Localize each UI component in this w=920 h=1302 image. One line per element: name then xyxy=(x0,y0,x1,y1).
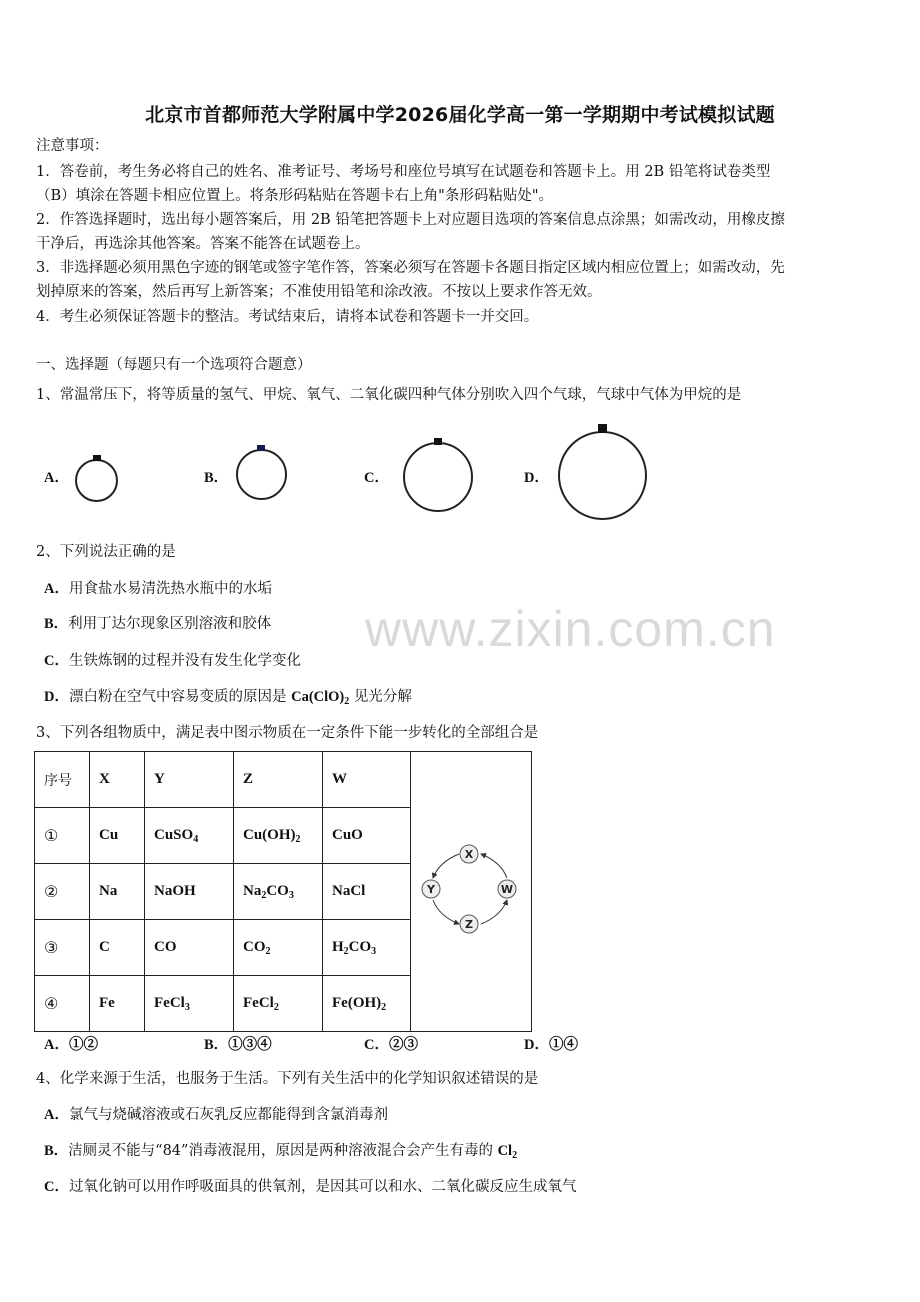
q2-option-c xyxy=(44,651,301,671)
arrow xyxy=(433,854,459,878)
balloon-knot xyxy=(257,445,265,451)
q3-option-c: C．②③ xyxy=(364,1037,418,1053)
header-cell: Y xyxy=(145,752,234,808)
cell-z xyxy=(234,920,323,976)
formula-sub: 2 xyxy=(265,945,271,957)
balloon-a xyxy=(75,459,118,502)
q2-option-d xyxy=(44,687,412,712)
cell-z xyxy=(234,976,323,1032)
cell-x: Cu xyxy=(90,808,145,864)
node-label: Z xyxy=(465,918,473,931)
option-label: B． xyxy=(44,616,69,632)
formula: CO xyxy=(348,938,372,955)
option-text: 氯气与烧碱溶液或石灰乳反应都能得到含氯消毒剂 xyxy=(68,1107,388,1123)
balloon-b xyxy=(236,449,287,500)
section-heading: 一、选择题（每题只有一个选项符合题意） xyxy=(36,357,312,373)
q4-option-c xyxy=(44,1177,576,1197)
row-number: ② xyxy=(35,864,90,920)
table-header-row xyxy=(35,752,532,808)
header-cell: Z xyxy=(234,752,323,808)
notice-line: 2．作答选择题时，选出每小题答案后，用 2B 铅笔把答题卡上对应题目选项的答案信息点涂黑；如需改动，用橡皮擦 xyxy=(36,212,785,228)
formula-sub: 2 xyxy=(512,1150,518,1161)
option-text: 洁厕灵不能与“84”消毒液混用，原因是两种溶液混合会产生有毒的 xyxy=(68,1143,498,1159)
formula-sub: 2 xyxy=(381,1001,387,1013)
formula: Cu(OH) xyxy=(243,826,296,843)
option-b-label: B． xyxy=(204,470,229,486)
cell-x: Na xyxy=(90,864,145,920)
q3-option-d: D．①④ xyxy=(524,1037,578,1053)
page-title: 北京市首都师范大学附属中学2026届化学高一第一学期期中考试模拟试题 xyxy=(145,104,775,126)
question-3-stem: 3、下列各组物质中，满足表中图示物质在一定条件下能一步转化的全部组合是 xyxy=(36,725,539,741)
cell-w xyxy=(323,920,411,976)
node-label: Y xyxy=(427,883,435,896)
notice-line: （B）填涂在答题卡相应位置上。将条形码粘贴在答题卡右上角"条形码粘贴处"。 xyxy=(36,188,553,204)
formula-sub: 4 xyxy=(193,833,199,845)
balloon-knot xyxy=(93,455,101,461)
formula: FeCl xyxy=(154,994,185,1011)
cell-z xyxy=(234,808,323,864)
formula: CO xyxy=(154,939,177,955)
notice-line: 干净后，再选涂其他答案。答案不能答在试题卷上。 xyxy=(36,236,370,252)
arrow xyxy=(481,900,507,924)
formula: CuO xyxy=(332,827,363,843)
formula: Cl xyxy=(497,1143,513,1159)
option-text: 用食盐水易清洗热水瓶中的水垢 xyxy=(68,581,272,597)
cell-y xyxy=(145,976,234,1032)
row-number: ④ xyxy=(35,976,90,1032)
option-c-label: C． xyxy=(364,470,389,486)
watermark: www.zixin.com.cn xyxy=(365,601,776,657)
node-label: W xyxy=(500,883,514,896)
q4-option-b xyxy=(44,1141,517,1166)
option-d-label: D． xyxy=(524,470,549,486)
option-label: C． xyxy=(44,653,69,669)
diagram-cell xyxy=(411,752,532,1032)
cell-x: C xyxy=(90,920,145,976)
option-text: 漂白粉在空气中容易变质的原因是 xyxy=(68,689,292,705)
question-2-stem: 2、下列说法正确的是 xyxy=(36,544,176,560)
option-label: A． xyxy=(44,581,69,597)
q2-option-b xyxy=(44,614,271,634)
node-w xyxy=(498,880,516,898)
q2-option-a xyxy=(44,579,272,599)
formula-sub: 3 xyxy=(371,945,377,957)
option-label: D． xyxy=(44,689,69,705)
formula: Ca(ClO) xyxy=(291,689,345,705)
cell-x: Fe xyxy=(90,976,145,1032)
notice-line: 3．非选择题必须用黑色字迹的钢笔或签字笔作答，答案必须写在答题卡各题目指定区域内相应位置上；如需改动，先 xyxy=(36,260,785,276)
notice-line: 4．考生必须保证答题卡的整洁。考试结束后，请将本试卷和答题卡一并交回。 xyxy=(36,309,539,325)
balloon-knot xyxy=(434,438,442,445)
notice-line: 1．答卷前，考生务必将自己的姓名、准考证号、考场号和座位号填写在试题卷和答题卡上。用 2B 铅笔将试卷类型 xyxy=(36,164,771,180)
cell-y xyxy=(145,864,234,920)
notice-heading: 注意事项： xyxy=(36,138,109,154)
header-cell: 序号 xyxy=(35,752,90,808)
formula: CuSO xyxy=(154,826,194,843)
option-a-label: A． xyxy=(44,470,69,486)
formula: CO xyxy=(266,882,289,899)
option-text: 过氧化钠可以用作呼吸面具的供氧剂，是因其可以和水、二氧化碳反应生成氧气 xyxy=(68,1179,577,1195)
formula: NaCl xyxy=(332,883,366,899)
node-z xyxy=(460,915,478,933)
node-label: X xyxy=(464,848,474,861)
option-text: 利用丁达尔现象区别溶液和胶体 xyxy=(68,616,272,632)
formula-sub: 2 xyxy=(273,1001,279,1013)
option-label: C． xyxy=(44,1179,69,1195)
formula: Fe(OH) xyxy=(332,994,382,1011)
formula: CO xyxy=(243,938,266,955)
cell-y xyxy=(145,808,234,864)
q3-table xyxy=(34,751,532,1032)
formula: NaOH xyxy=(154,883,196,899)
balloon-knot xyxy=(598,424,607,433)
row-number: ① xyxy=(35,808,90,864)
balloon-d xyxy=(558,431,647,520)
question-1-stem: 1、常温常压下，将等质量的氢气、甲烷、氧气、二氧化碳四种气体分别吹入四个气球，气球中气体为甲烷的是 xyxy=(36,387,742,403)
cell-w xyxy=(323,808,411,864)
header-cell: W xyxy=(323,752,411,808)
formula: Na xyxy=(243,882,262,899)
formula-sub: 2 xyxy=(295,833,301,845)
formula: FeCl xyxy=(243,994,274,1011)
cell-y xyxy=(145,920,234,976)
formula-sub: 3 xyxy=(288,889,294,901)
header-cell: X xyxy=(90,752,145,808)
node-x xyxy=(460,845,478,863)
option-text: 生铁炼钢的过程并没有发生化学变化 xyxy=(68,653,301,669)
q3-option-a: A．①② xyxy=(44,1037,98,1053)
formula-sub: 2 xyxy=(261,889,267,901)
arrow xyxy=(481,854,507,878)
cell-z xyxy=(234,864,323,920)
node-y xyxy=(422,880,440,898)
formula-sub: 2 xyxy=(343,945,349,957)
conversion-cycle-diagram xyxy=(411,754,531,1024)
formula-sub: 2 xyxy=(344,696,350,707)
cell-w xyxy=(323,864,411,920)
question-4-stem: 4、化学来源于生活，也服务于生活。下列有关生活中的化学知识叙述错误的是 xyxy=(36,1071,539,1087)
option-text: 见光分解 xyxy=(349,689,412,705)
cell-w xyxy=(323,976,411,1032)
formula-sub: 3 xyxy=(184,1001,190,1013)
option-label: B． xyxy=(44,1143,69,1159)
notice-line: 划掉原来的答案，然后再写上新答案；不准使用铅笔和涂改液。不按以上要求作答无效。 xyxy=(36,284,602,300)
q3-option-b: B．①③④ xyxy=(204,1037,272,1053)
option-label: A． xyxy=(44,1107,69,1123)
q4-option-a xyxy=(44,1105,388,1125)
row-number: ③ xyxy=(35,920,90,976)
formula: H xyxy=(332,938,344,955)
arrow xyxy=(433,900,459,924)
balloon-c xyxy=(403,442,473,512)
